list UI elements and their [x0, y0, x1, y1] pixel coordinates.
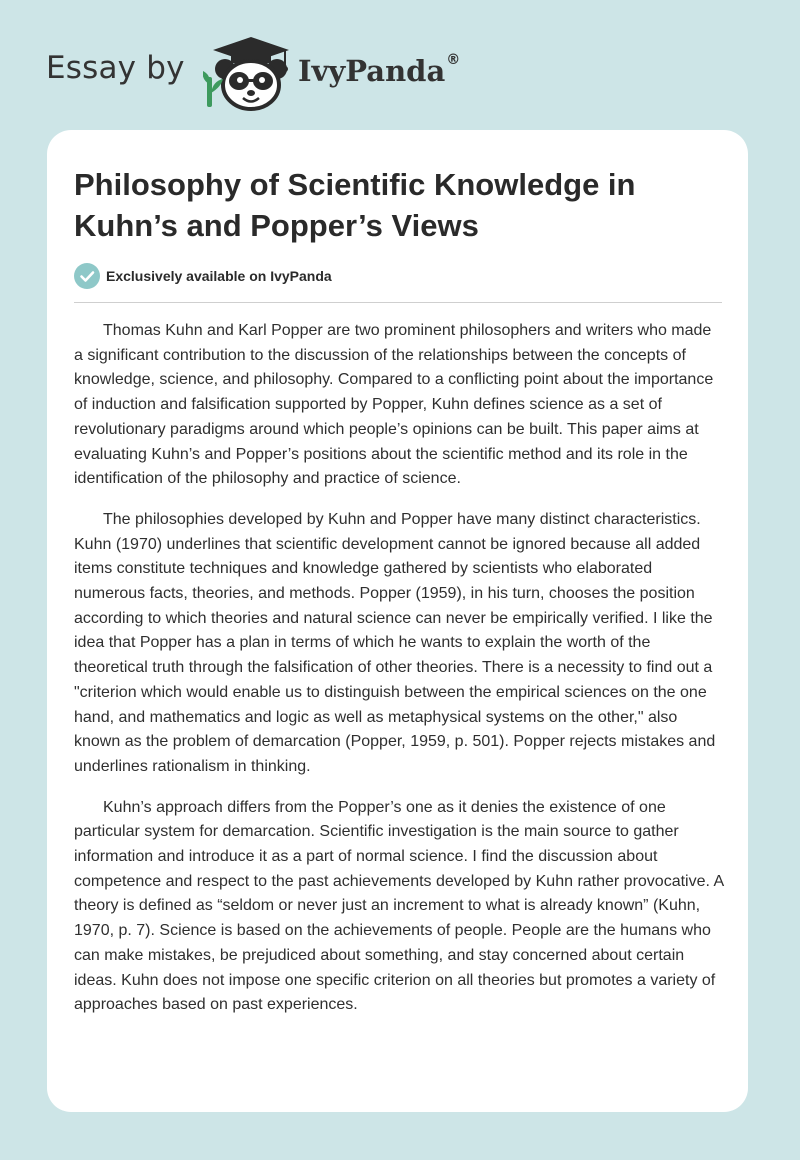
check-circle-icon: [74, 263, 100, 289]
essay-by-label: Essay by: [46, 50, 185, 86]
badge-label: Exclusively available on IvyPanda: [106, 268, 332, 284]
registered-mark: ®: [446, 52, 461, 68]
paragraph: Kuhn’s approach differs from the Popper’s one as it denies the existence of one particular system for demarcation. Scientific investigation is the main source to gather information and introduce it as a part of normal science. I find the discussion about competence and respect to the past achievements developed by Kuhn rather provocative. A theory is defined as “seldom or never just an increment to what is already known” (Kuhn, 1970, p. 7). Science is based on the achievements of people. People are the humans who can make mistakes, be prejudiced about something, and stay concerned about certain ideas. Kuhn does not impose one specific criterion on all theories but promotes a variety of approaches based on past experiences.: [74, 798, 724, 1014]
article-card: [47, 130, 748, 1112]
paragraph: The philosophies developed by Kuhn and Popper have many distinct characteristics. Kuhn (1970) underlines that scientific development cannot be ignored because all added items constitute techniques and knowledge gathered by scientists who elaborated numerous facts, theories, and methods. Popper (1959), in his turn, chooses the position according to which theories and natural science can never be empirically verified. I like the idea that Popper has a plan in terms of which he wants to explain the worth of the theoretical truth through the falsification of other theories. There is a necessity to find out a "criterion which would enable us to distinguish between the empirical sciences on the one hand, and mathematics and logic as well as metaphysical systems on the other," also known as the problem of demarcation (Popper, 1959, p. 501). Popper rejects mistakes and underlines rationalism in thinking.: [74, 510, 716, 775]
article-body: [74, 319, 724, 1034]
brand-name[interactable]: IvyPanda®: [298, 52, 461, 88]
exclusive-badge: [74, 263, 332, 289]
site-header: [46, 32, 506, 112]
divider: [74, 302, 722, 303]
panda-logo-icon[interactable]: [203, 35, 299, 111]
paragraph: Thomas Kuhn and Karl Popper are two prominent philosophers and writers who made a significant contribution to the discussion of the relationships between the concepts of knowledge, science, and philosophy. Compared to a conflicting point about the importance of induction and falsification supported by Popper, Kuhn defines science as a set of revolutionary paradigms around which people’s opinions can be built. This paper aims at evaluating Kuhn’s and Popper’s positions about the scientific method and its role in the identification of the philosophy and practice of science.: [74, 322, 714, 488]
article-title: Philosophy of Scientific Knowledge in Kuhn’s and Popper’s Views: [74, 167, 636, 243]
